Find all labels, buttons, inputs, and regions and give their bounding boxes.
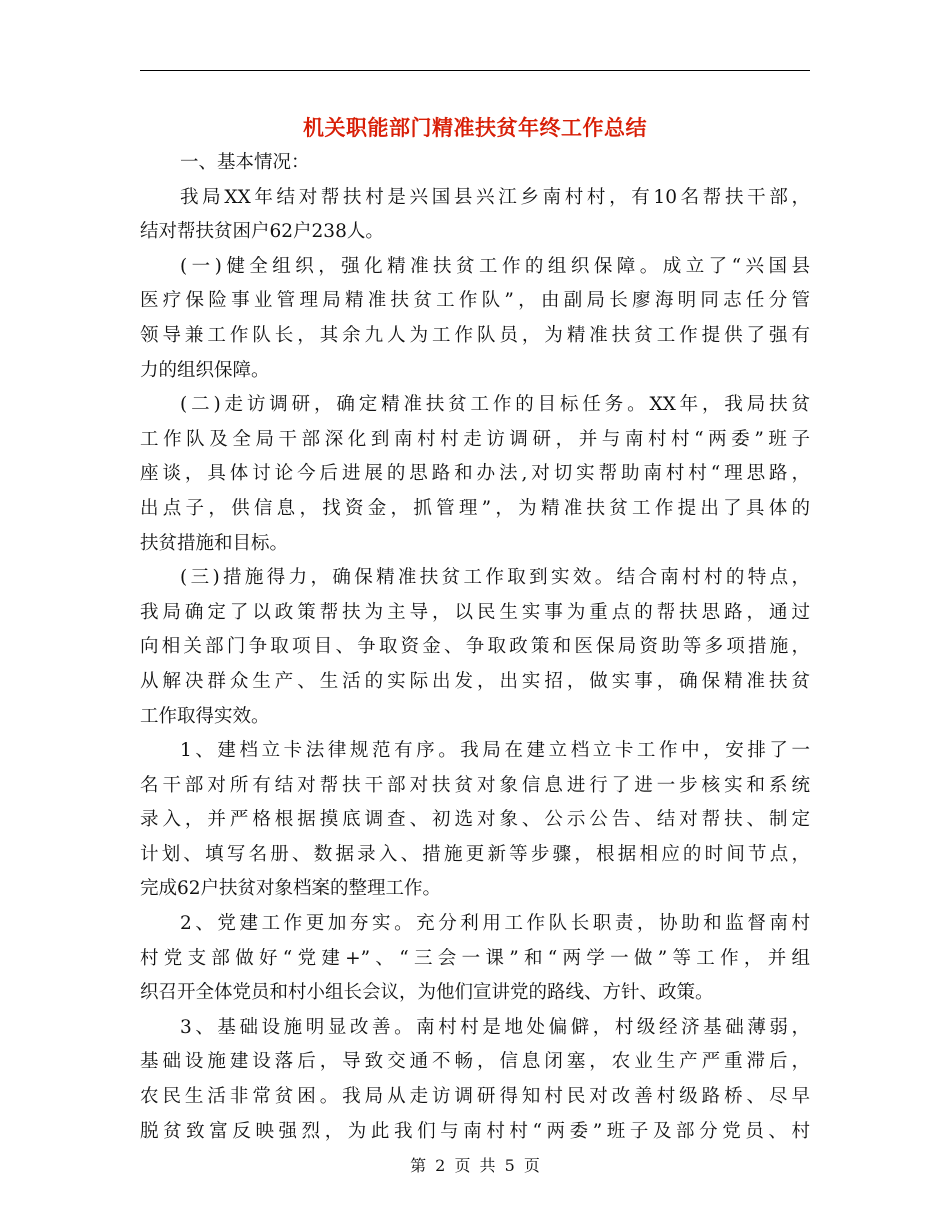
body-line: 村党支部做好“党建+”、“三会一课”和“两学一做”等工作，并组 xyxy=(140,947,810,969)
header-rule xyxy=(140,70,810,71)
body-line: 农民生活非常贫困。我局从走访调研得知村民对改善村级路桥、尽早 xyxy=(140,1086,810,1108)
body-line: 向相关部门争取项目、争取资金、争取政策和医保局资助等多项措施， xyxy=(140,636,810,658)
body-line: (二)走访调研，确定精准扶贫工作的目标任务。XX年，我局扶贫 xyxy=(180,394,810,416)
body-line: 录入，并严格根据摸底调查、初选对象、公示公告、结对帮扶、制定 xyxy=(140,809,810,831)
body-line: (三)措施得力，确保精准扶贫工作取到实效。结合南村村的特点， xyxy=(180,567,810,589)
body-line: 工作取得实效。 xyxy=(140,705,270,727)
page-number: 第 2 页 共 5 页 xyxy=(410,1156,540,1175)
document-body xyxy=(140,146,810,1149)
body-line: 结对帮扶贫困户62户238人。 xyxy=(140,221,384,243)
body-line: 工作队及全局干部深化到南村村走访调研，并与南村村“两委”班子 xyxy=(140,428,810,450)
document-title: 机关职能部门精准扶贫年终工作总结 xyxy=(303,115,647,140)
body-line: 从解决群众生产、生活的实际出发，出实招，做实事，确保精准扶贫 xyxy=(140,670,810,692)
section-heading: 一、基本情况： xyxy=(180,152,310,173)
body-line: 基础设施建设落后，导致交通不畅，信息闭塞，农业生产严重滞后， xyxy=(140,1051,810,1073)
body-line: 我局XX年结对帮扶村是兴国县兴江乡南村村，有10名帮扶干部， xyxy=(180,186,810,208)
body-line: 织召开全体党员和村小组长会议，为他们宣讲党的路线、方针、政策。 xyxy=(140,982,714,1004)
body-line: 2、党建工作更加夯实。充分利用工作队长职责，协助和监督南村 xyxy=(180,913,810,935)
body-line: 计划、填写名册、数据录入、措施更新等步骤，根据相应的时间节点， xyxy=(140,843,810,865)
body-line: (一)健全组织，强化精准扶贫工作的组织保障。成立了“兴国县 xyxy=(180,255,810,277)
body-line: 出点子，供信息，找资金，抓管理”，为精准扶贫工作提出了具体的 xyxy=(140,497,810,519)
body-line: 扶贫措施和目标。 xyxy=(140,532,289,554)
body-line: 医疗保险事业管理局精准扶贫工作队”，由副局长廖海明同志任分管 xyxy=(140,290,810,312)
body-line: 1、建档立卡法律规范有序。我局在建立档立卡工作中，安排了一 xyxy=(180,740,810,762)
body-line: 领导兼工作队长，其余九人为工作队员，为精准扶贫工作提供了强有 xyxy=(140,324,810,346)
body-line: 名干部对所有结对帮扶干部对扶贫对象信息进行了进一步核实和系统 xyxy=(140,774,810,796)
body-line: 我局确定了以政策帮扶为主导，以民生实事为重点的帮扶思路，通过 xyxy=(140,601,810,623)
body-line: 完成62户扶贫对象档案的整理工作。 xyxy=(140,878,442,900)
body-line: 力的组织保障。 xyxy=(140,359,270,381)
body-line: 脱贫致富反映强烈，为此我们与南村村“两委”班子及部分党员、村 xyxy=(140,1120,810,1142)
body-line: 座谈，具体讨论今后进展的思路和办法,对切实帮助南村村“理思路， xyxy=(140,463,810,485)
body-line: 3、基础设施明显改善。南村村是地处偏僻，村级经济基础薄弱， xyxy=(180,1016,810,1038)
